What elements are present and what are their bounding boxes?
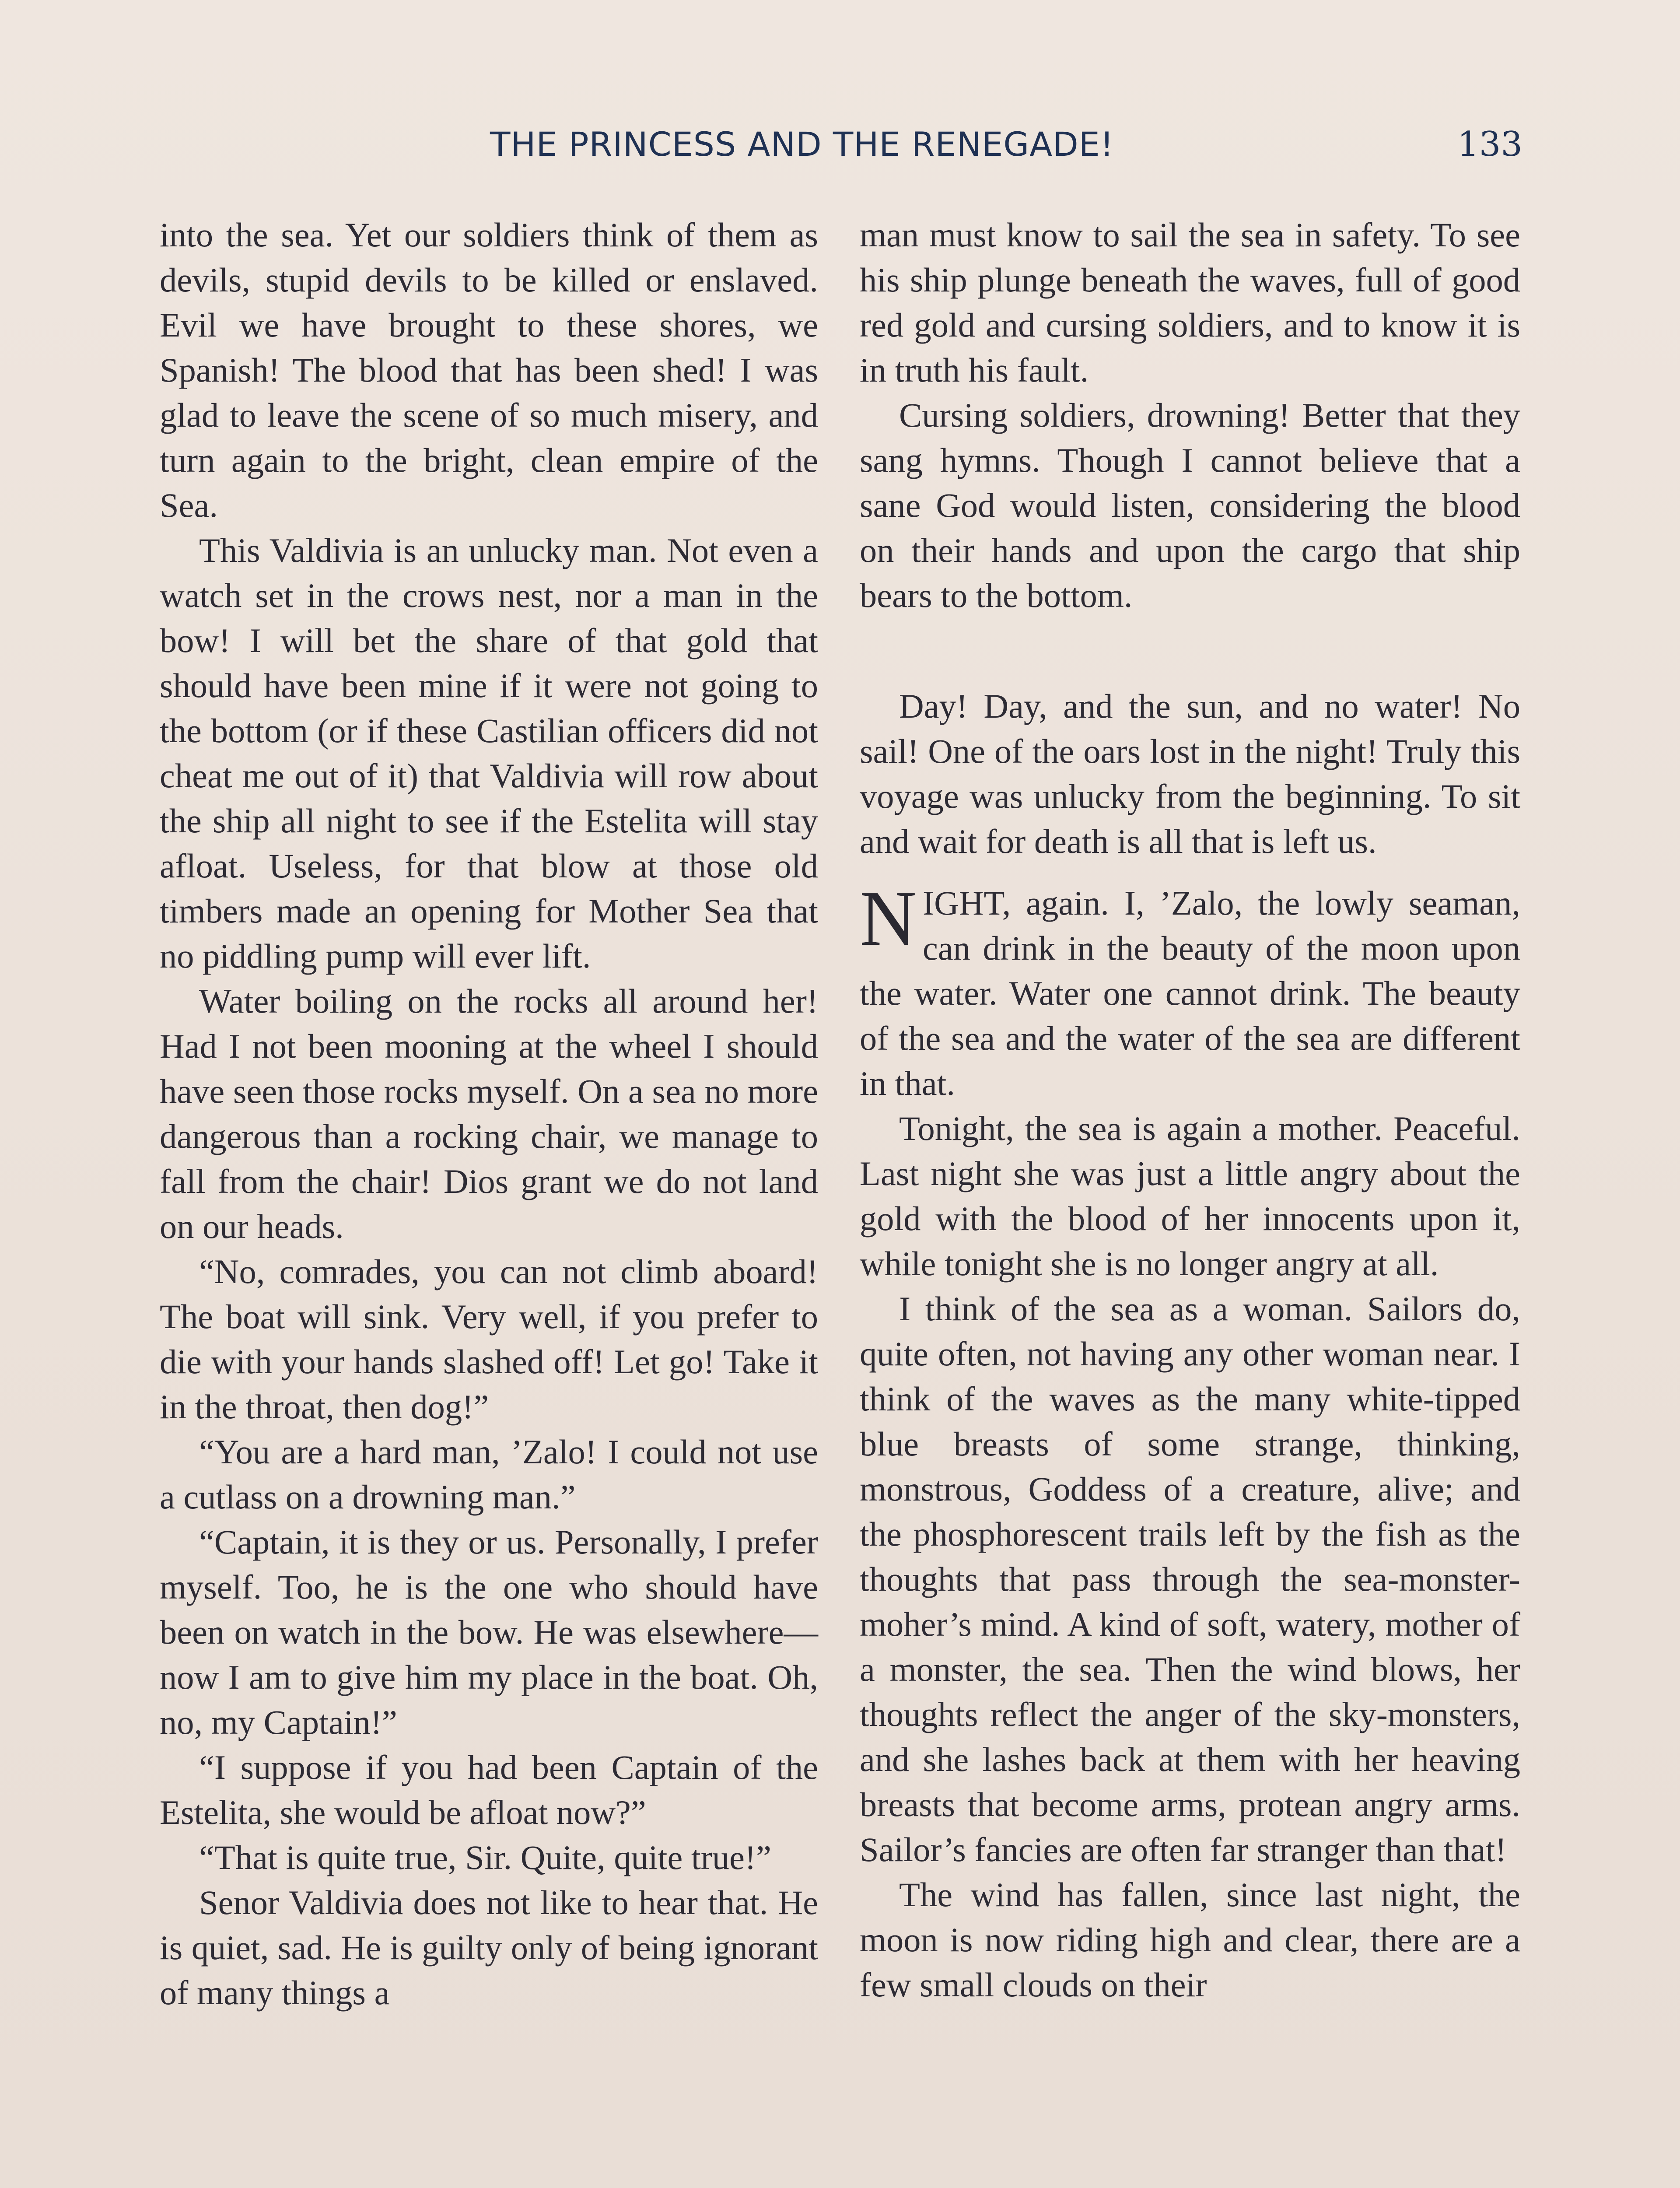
drop-cap-letter: N: [860, 875, 917, 962]
section-break: [860, 618, 1520, 684]
left-text-column: [160, 212, 818, 2015]
dialogue-paragraph: “Captain, it is they or us. Personally, I prefer myself. Too, he is the one who should have been on watch in the bow. He was elsewhere—now I am to give him my place in the boat. Oh, no, my Captain!”: [160, 1523, 818, 1741]
running-head: [162, 125, 1522, 177]
paragraph: The wind has fallen, since last night, the moon is now riding high and clear, there are a few small clouds on their: [860, 1876, 1520, 2004]
dropcap-paragraph: [860, 875, 1520, 1106]
paragraph-text: IGHT, again. I, ’Zalo, the lowly seaman, can drink in the beauty of the moon upon the water. Water one cannot drink. The beauty of the sea and the water of the sea are different in that.: [860, 884, 1520, 1102]
paragraph: man must know to sail the sea in safety. To see his ship plunge beneath the waves, full of good red gold and cursing soldiers, and to know it is in truth his fault.: [860, 216, 1520, 389]
paragraph: Water boiling on the rocks all around her! Had I not been mooning at the wheel I should have seen those rocks myself. On a sea no more dangerous than a rocking chair, we manage to fall from the chair! Dios grant we do not land on our heads.: [160, 982, 818, 1245]
paragraph: Tonight, the sea is again a mother. Peaceful. Last night she was just a little angry about the gold with the blood of her innocents upon it, while tonight she is no longer angry at all.: [860, 1109, 1520, 1283]
paragraph: Senor Valdivia does not like to hear that. He is quiet, sad. He is guilty only of being ignorant of many things a: [160, 1883, 818, 2012]
dialogue-paragraph: “That is quite true, Sir. Quite, quite true!”: [199, 1838, 771, 1876]
dialogue-paragraph: “No, comrades, you can not climb aboard! The boat will sink. Very well, if you prefer to die with your hands slashed off! Let go! Take it in the throat, then dog!”: [160, 1252, 818, 1426]
right-text-column: [860, 212, 1520, 2007]
paragraph: I think of the sea as a woman. Sailors do, quite often, not having any other woman near. I think of the waves as the many white-tipped blue breasts of some strange, thinking, monstrous, Goddess of a creature, alive; and the phosphorescent trails left by the fish as the thoughts that pass through the sea-monster-moher’s mind. A kind of soft, watery, mother of a monster, the sea. Then the wind blows, her thoughts reflect the anger of the sky-monsters, and she lashes back at them with her heaving breasts that become arms, protean angry arms. Sailor’s fancies are often far stranger than that!: [860, 1290, 1520, 1869]
story-title: THE PRINCESS AND THE RENEGADE!: [490, 125, 1114, 164]
paragraph: This Valdivia is an unlucky man. Not even a watch set in the crows nest, nor a man in the bow! I will bet the share of that gold that should have been mine if it were not going to the bottom (or if these Castilian officers did not cheat me out of it) that Valdivia will row about the ship all night to see if the Estelita will stay afloat. Useless, for that blow at those old timbers made an opening for Mother Sea that no piddling pump will ever lift.: [160, 531, 818, 975]
paragraph: into the sea. Yet our soldiers think of them as devils, stupid devils to be killed or enslaved. Evil we have brought to these shores, we Spanish! The blood that has been shed! I was glad to leave the scene of so much misery, and turn again to the bright, clean empire of the Sea.: [160, 216, 818, 524]
section-break: [860, 864, 1520, 880]
paragraph: Cursing soldiers, drowning! Better that they sang hymns. Though I cannot believe that a sane God would listen, considering the blood on their hands and upon the cargo that ship bears to the bottom.: [860, 396, 1520, 614]
page-number: 133: [1457, 125, 1522, 164]
dialogue-paragraph: “I suppose if you had been Captain of the Estelita, she would be afloat now?”: [160, 1748, 818, 1831]
paragraph: Day! Day, and the sun, and no water! No sail! One of the oars lost in the night! Truly this voyage was unlucky from the beginning. To sit and wait for death is all that is left us.: [860, 687, 1520, 860]
dialogue-paragraph: “You are a hard man, ’Zalo! I could not use a cutlass on a drowning man.”: [160, 1433, 818, 1516]
